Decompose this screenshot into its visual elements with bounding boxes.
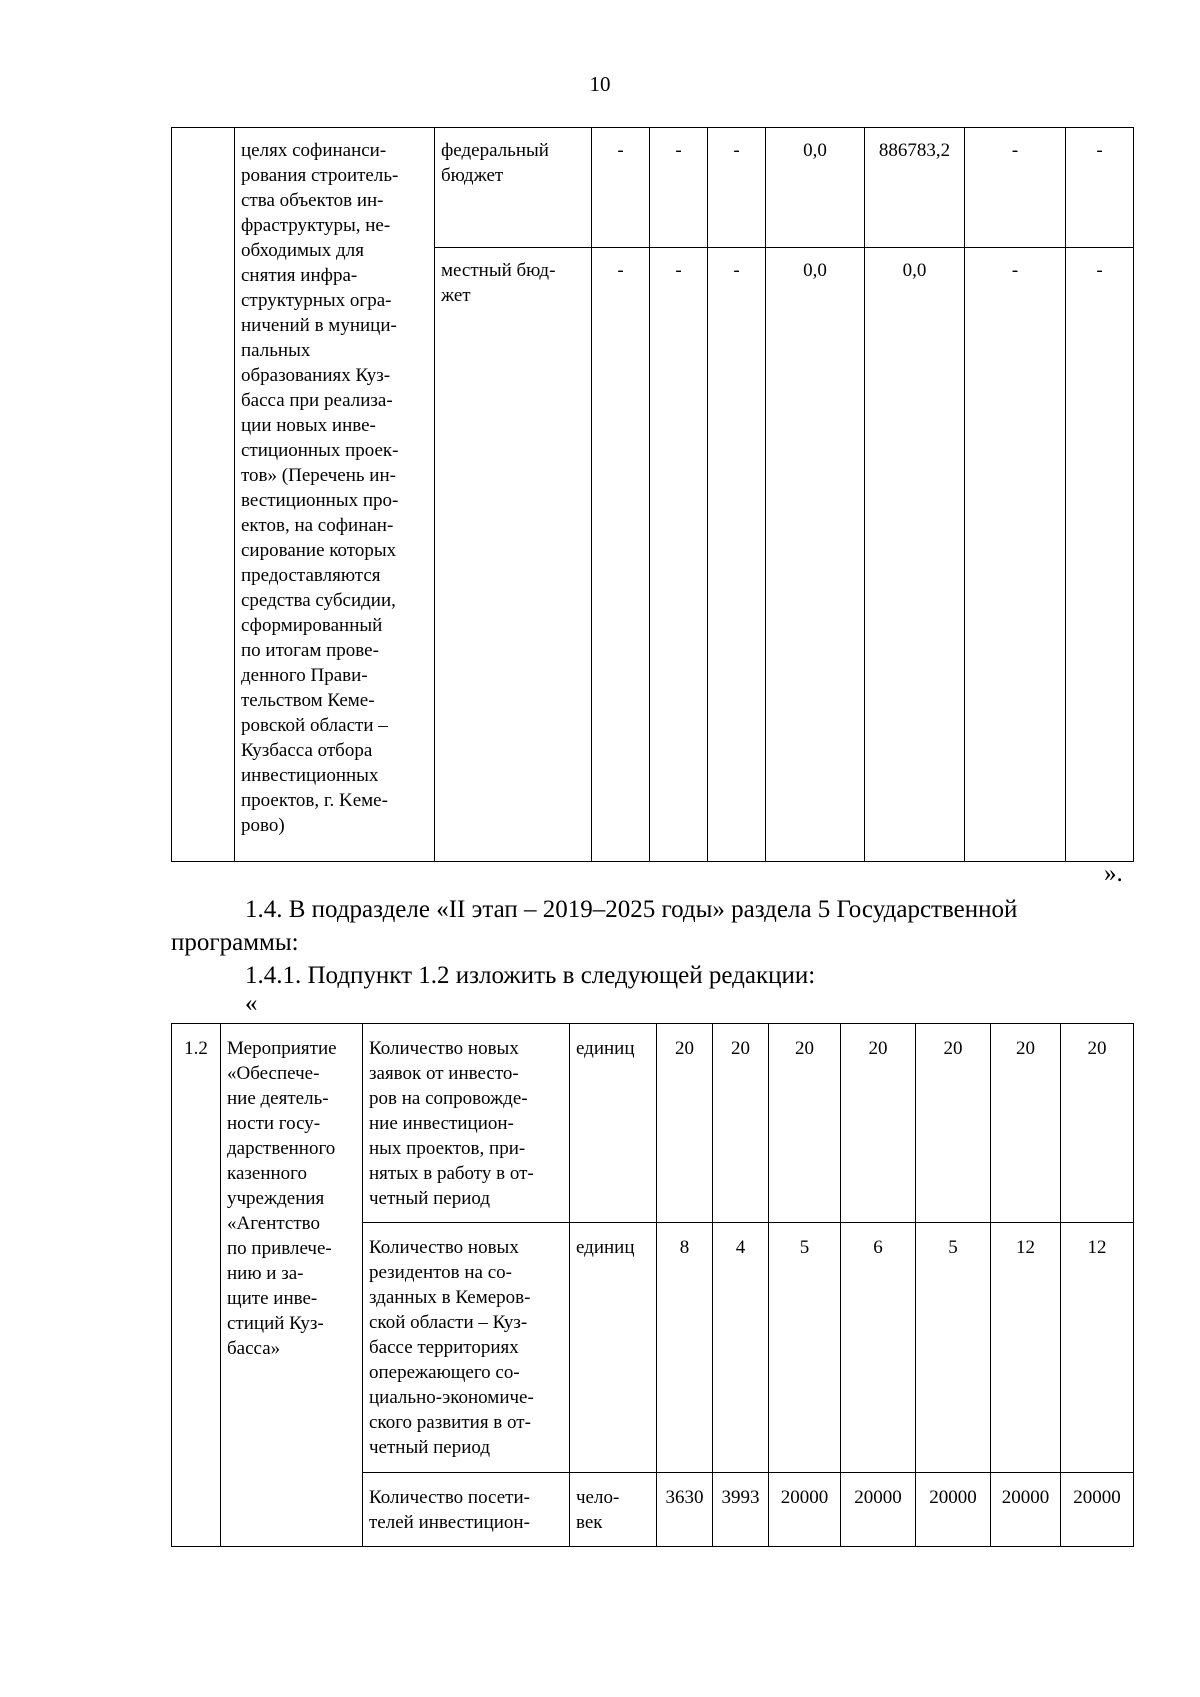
opening-quote: « [245,990,258,1017]
paragraph-1-4-1: 1.4.1. Подпункт 1.2 изложить в следующей редакции: [245,962,816,989]
table-cell: - [708,248,766,862]
event-description: целях софинанси- рования строитель- ства объектов ин- фраструктуры, не- обходимых для снятия инфра- структурных огра- ничений в муници- пальных образованиях Куз- басса при реализа- ции новых инве- стиционных проек- тов» (Перечень ин- вестиционных про- ектов, на софинан- сирование которых предоставляются средства субсидии, сформированный по итогам прове- денного Прави- тельством Кеме- ровской области – Кузбасса отбора инвестиционных проектов, г. Keме- рово) [235,128,435,862]
table-cell: - [650,128,708,248]
table-cell: 20 [713,1024,769,1223]
indicator-name: Количество посети- телей инвестицион- [363,1473,570,1547]
table-cell: 20 [1061,1024,1134,1223]
table-cell: 20000 [769,1473,841,1547]
table-cell: - [965,248,1066,862]
indicators-table [171,1023,1134,1547]
table-cell: 20 [657,1024,713,1223]
table-cell: - [1066,248,1134,862]
table-cell: 0,0 [766,248,865,862]
table-cell: 20 [991,1024,1061,1223]
table-cell: 8 [657,1223,713,1473]
table-cell: 20000 [991,1473,1061,1547]
table-cell: 4 [713,1223,769,1473]
table-cell: 5 [769,1223,841,1473]
funding-source: местный бюд- жет [435,248,592,862]
unit: единиц [570,1223,657,1473]
table-cell: - [965,128,1066,248]
indicator-name: Количество новых заявок от инвесто- ров на сопровожде- ние инвестицион- ных проектов, при- нятых в работу в от- четный период [363,1024,570,1223]
table-row [172,1024,1134,1223]
table-cell: 20000 [916,1473,991,1547]
table-cell: 12 [1061,1223,1134,1473]
item-number: 1.2 [172,1024,221,1547]
table-cell: - [592,128,650,248]
table-cell: 0,0 [766,128,865,248]
unit: чело- век [570,1473,657,1547]
table-cell: 5 [916,1223,991,1473]
paragraph-1-4: 1.4. В подразделе «II этап – 2019–2025 годы» раздела 5 Государственной [245,896,1018,923]
table-cell: - [708,128,766,248]
paragraph-1-4-continuation: программы: [171,929,299,956]
empty-cell [172,128,235,862]
table-cell: - [1066,128,1134,248]
event-name: Мероприятие «Обеспече- ние деятель- ности госу- дарственного казенного учреждения «Агентство по привлече- нию и за- щите инве- стиций Куз- басса» [221,1024,363,1547]
table-cell: 3993 [713,1473,769,1547]
table-cell: 6 [841,1223,916,1473]
funding-table [171,127,1134,862]
closing-quote: ». [1104,860,1123,887]
table-cell: - [650,248,708,862]
table-row [172,128,1134,248]
unit: единиц [570,1024,657,1223]
table-cell: - [592,248,650,862]
page-number: 10 [589,72,611,96]
table-cell: 886783,2 [865,128,965,248]
indicator-name: Количество новых резидентов на со- зданных в Кемеров- ской области – Куз- бассе территориях опережающего со- циально-экономиче- ского развития в от- четный период [363,1223,570,1473]
table-cell: 20000 [1061,1473,1134,1547]
table-cell: 20 [916,1024,991,1223]
table-cell: 3630 [657,1473,713,1547]
table-cell: 20 [841,1024,916,1223]
table-cell: 20 [769,1024,841,1223]
funding-source: федеральный бюджет [435,128,592,248]
table-cell: 20000 [841,1473,916,1547]
table-cell: 0,0 [865,248,965,862]
table-cell: 12 [991,1223,1061,1473]
